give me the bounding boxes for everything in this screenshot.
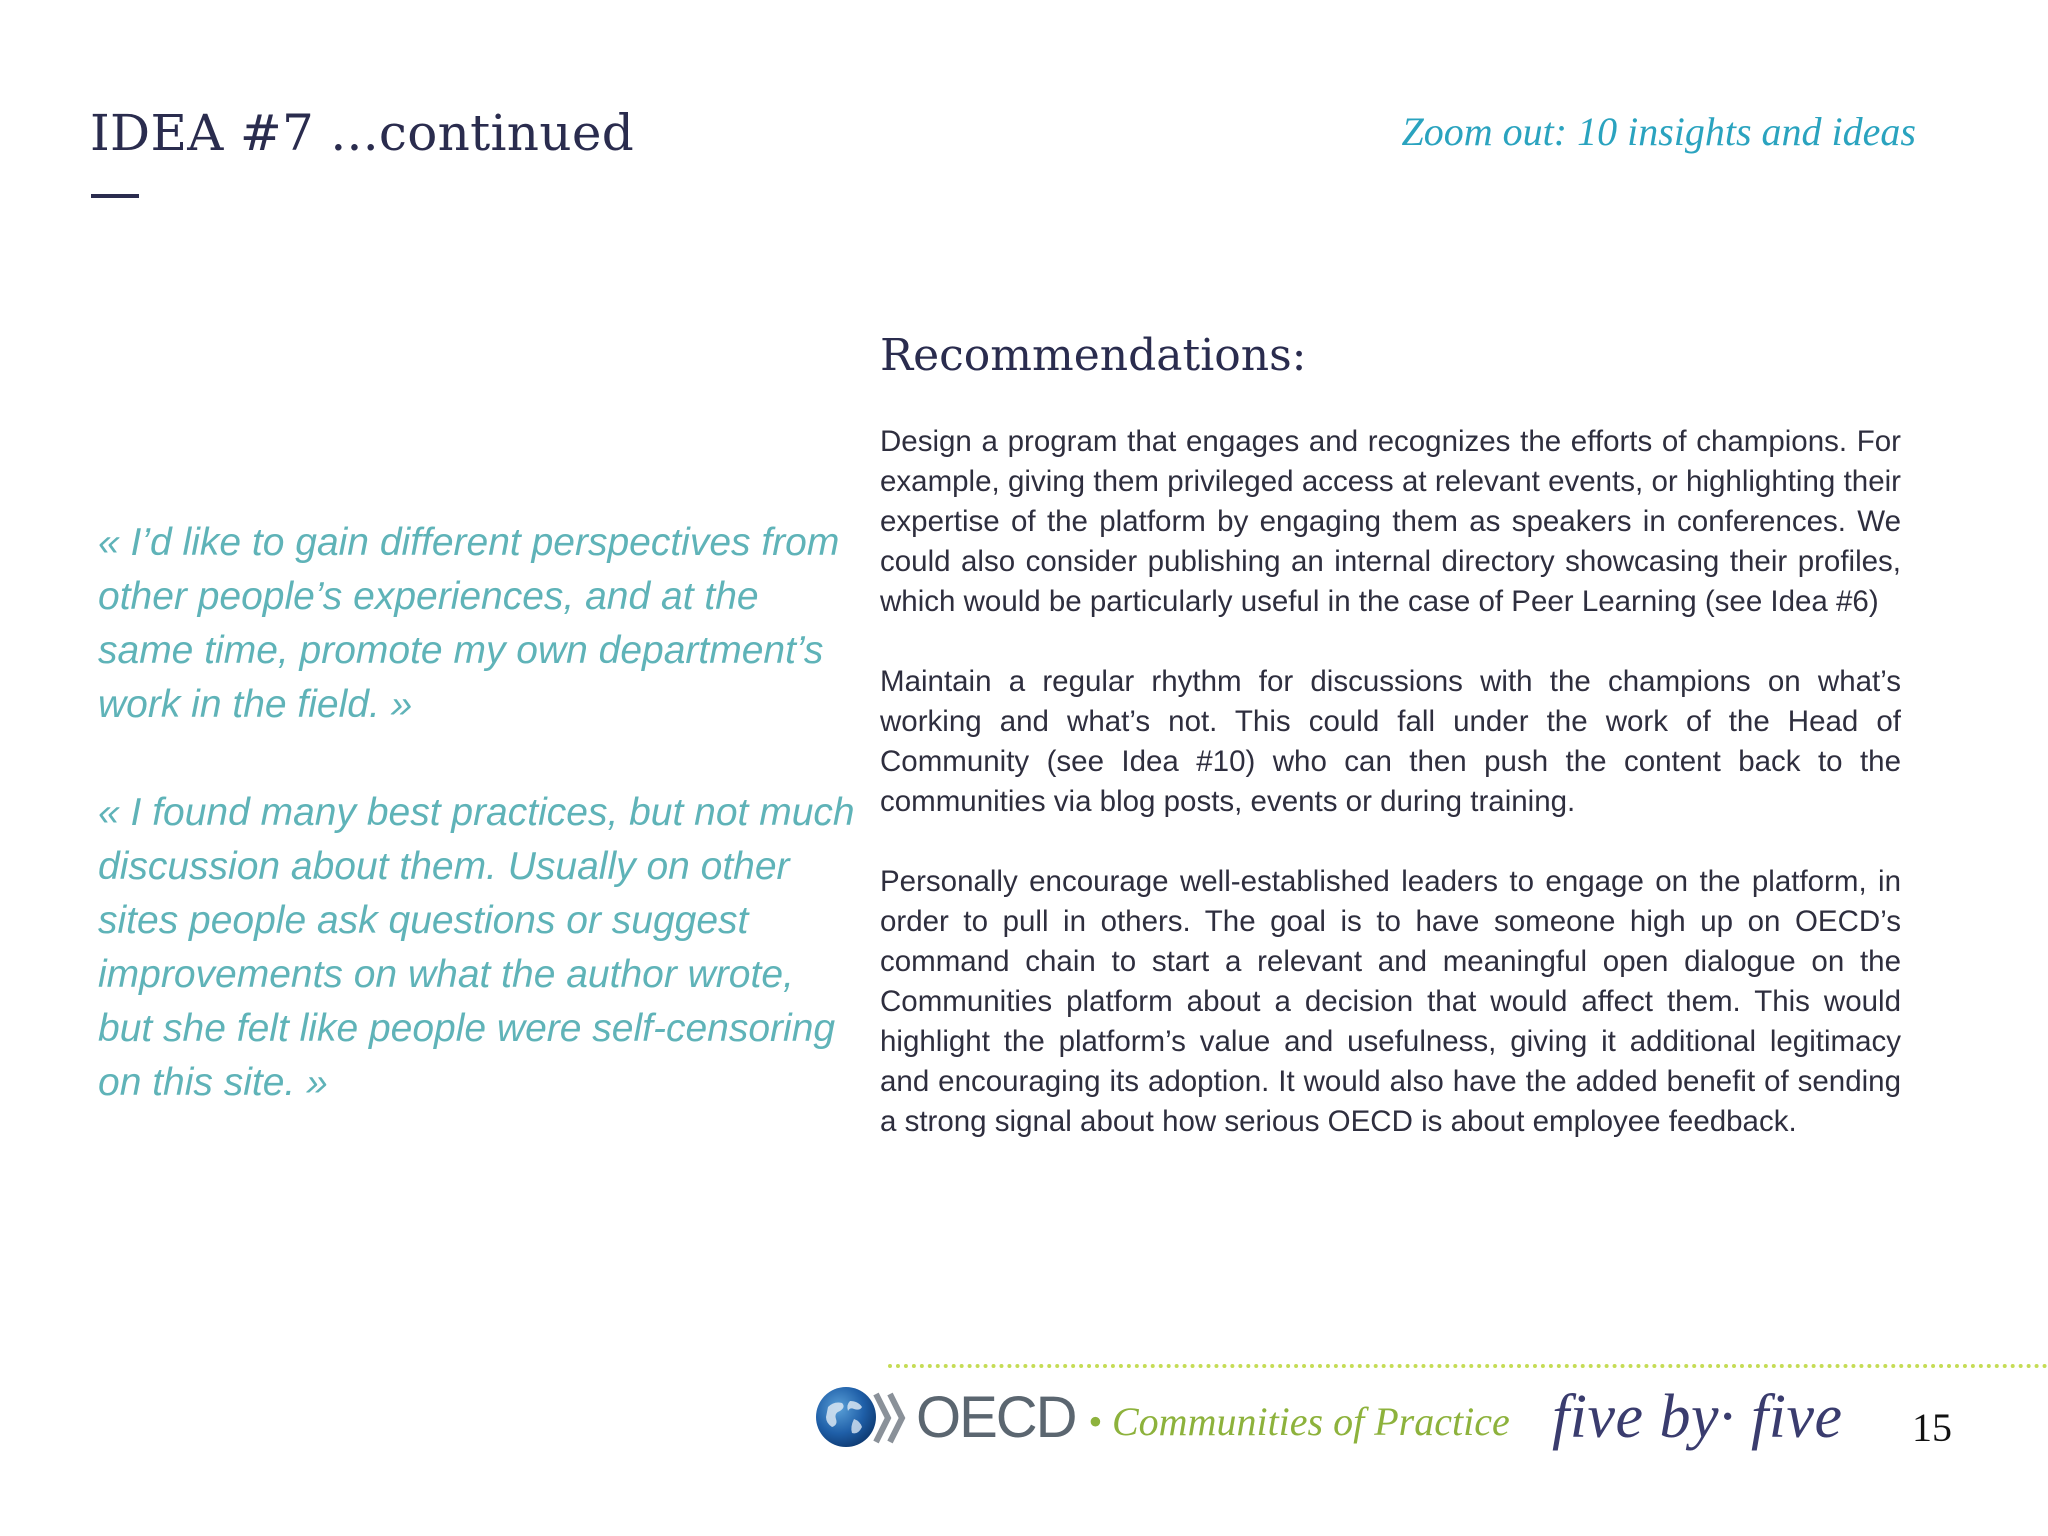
five-by-five-logo: five by· five [1552,1383,1843,1451]
title-underline-dash [91,194,139,198]
oecd-globe-icon [814,1385,878,1449]
quote-2: « I found many best practices, but not much discussion about them. Usually on other sites people ask questions or suggest improvements on what the author wrote, but she felt like people were self-censoring on this site. » [98,791,855,1104]
communities-of-practice-label: • Communities of Practice [1088,1399,1510,1444]
recommendation-paragraph-1: Design a program that engages and recognizes the efforts of champions. For example, giving them privileged access at relevant events, or highlighting their expertise of the platform by engaging them as speakers in conferences. We could also consider publishing an internal directory showcasing their profiles, which would be particularly useful in the case of Peer Learning (see Idea #6) [880,425,1901,618]
oecd-chevrons-icon [872,1390,912,1446]
quotes-column [98,516,858,1164]
oecd-logo-text: OECD [916,1385,1076,1450]
recommendation-paragraph-3: Personally encourage well-established leaders to engage on the platform, in order to pull in others. The goal is to have someone high up on OECD’s command chain to start a relevant and meaningful open dialogue on the Communities platform about a decision that would affect them. This would highlight the platform’s value and usefulness, giving it additional legitimacy and encouraging its adoption. It would also have the added benefit of sending a strong signal about how serious OECD is about employee feedback. [880,865,1901,1138]
recommendation-paragraph-2: Maintain a regular rhythm for discussions with the champions on what’s working and what’s not. This could fall under the work of the Head of Community (see Idea #10) who can then push the content back to the communities via blog posts, events or during training. [880,665,1901,818]
page-title: IDEA #7 ...continued [90,104,635,162]
recommendations-body [880,422,1901,1182]
quote-1: « I’d like to gain different perspectives from other people’s experiences, and at the same time, promote my own department’s work in the field. » [98,521,840,726]
section-tag: Zoom out: 10 insights and ideas [1401,109,1916,154]
page-number: 15 [1912,1405,1952,1450]
footer-dotted-divider [888,1364,2048,1368]
recommendations-heading: Recommendations: [880,330,1307,381]
